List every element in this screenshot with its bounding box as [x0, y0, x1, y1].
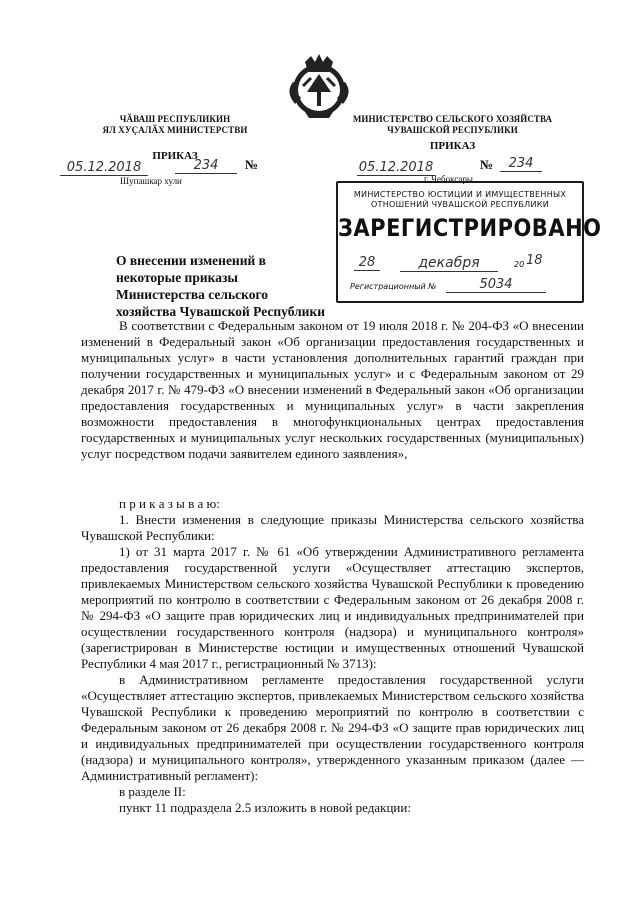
stamp-day: 28: [354, 255, 380, 271]
left-number: 234: [175, 158, 237, 174]
stamp-status: ЗАРЕГИСТРИРОВАНО: [338, 214, 602, 242]
regulation-paragraph: в Административном регламенте предоставления государственной услуги «Осуществляет аттестацию экспертов, привлекаемых Министерством сельского хозяйства Чувашской Республики к проведению мероприятий по контролю в соответствии с Федеральным законом от 26 декабря 2008 г. № 294-ФЗ «О защите прав юридических лиц и индивидуальных предпринимателей при осуществлении государственного контроля (надзора) и муниципального контроля», утвержденного указанным приказом (далее — Административный регламент):: [81, 672, 584, 783]
coat-of-arms-emblem: [275, 52, 363, 122]
left-org-line1: ЧӐВАШ РЕСПУБЛИКИН: [119, 114, 231, 124]
left-prikaz-title: ПРИКАЗ: [152, 150, 198, 162]
item-1-paragraph: 1. Внести изменения в следующие приказы Министерства сельского хозяйства Чувашской Республики:: [81, 512, 584, 543]
right-city: г. Чебоксары: [424, 174, 473, 184]
clause-11-line: пункт 11 подраздела 2.5 изложить в новой редакции:: [119, 800, 411, 815]
left-org-name: [70, 114, 280, 136]
document-title: О внесении изменений в некоторые приказы Министерства сельского хозяйства Чувашской Республики: [116, 253, 326, 319]
left-org-line2: ЯЛ ХУҪАЛӐХ МИНИСТЕРСТВИ: [102, 125, 248, 135]
stamp-org-line2: ОТНОШЕНИЙ ЧУВАШСКОЙ РЕСПУБЛИКИ: [370, 200, 550, 209]
right-org-line2: ЧУВАШСКОЙ РЕСПУБЛИКИ: [387, 125, 518, 135]
preamble-paragraph: В соответствии с Федеральным законом от 19 июля 2018 г. № 204-ФЗ «О внесении изменений в Федеральный закон «Об организации предоставления государственных и муниципальных услуг» в части установления дополнительных гарантий граждан при получении государственных и муниципальных услуг» и с Федеральным законом от 29 декабря 2017 г. № 479-ФЗ «О внесении изменений в Федеральный закон «Об организации предоставления государственных и муниципальных услуг» в части закрепления возможности предоставления в многофункциональных центрах предоставления государственных и муниципальных услуг нескольких государственных (муниципальных) услуг посредством подачи заявителем единого заявления»,: [81, 318, 584, 461]
left-city: Шупашкар хули: [120, 176, 182, 186]
right-org-name: [340, 114, 565, 136]
right-org-line1: МИНИСТЕРСТВО СЕЛЬСКОГО ХОЗЯЙСТВА: [352, 114, 553, 124]
section-ii-line: в разделе II:: [119, 784, 186, 799]
stamp-reg-number: 5034: [446, 277, 546, 293]
right-date: 05.12.2018: [358, 160, 434, 175]
left-number-sign: №: [245, 157, 259, 172]
right-number: 234: [500, 156, 542, 172]
body-section: [81, 496, 584, 816]
registration-stamp: [336, 181, 602, 303]
stamp-year-prefix: 20: [514, 260, 525, 269]
right-number-sign: №: [480, 157, 494, 172]
left-date: 05.12.2018: [60, 160, 148, 176]
stamp-reg-label: Регистрационный №: [350, 282, 437, 291]
stamp-date-row: [348, 255, 576, 273]
right-prikaz-title: ПРИКАЗ: [429, 140, 476, 152]
stamp-year-suffix: 18: [526, 253, 543, 268]
order-word: п р и к а з ы в а ю:: [119, 496, 220, 511]
stamp-month: декабря: [400, 255, 498, 272]
stamp-org-line1: МИНИСТЕРСТВО ЮСТИЦИИ И ИМУЩЕСТВЕННЫХ: [353, 190, 567, 199]
stamp-org-name: [338, 190, 582, 210]
item-1-1-paragraph: 1) от 31 марта 2017 г. № 61 «Об утверждении Административного регламента предоставления государственной услуги «Осуществляет аттестацию экспертов, привлекаемых Министерством сельского хозяйства Чувашской Республики к проведению мероприятий по контролю в соответствии с Федеральным законом от 26 декабря 2008 г. № 294-ФЗ «О защите прав юридических лиц и индивидуальных предпринимателей при осуществлении государственного контроля (надзора) и муниципального контроля» (зарегистрирован в Министерстве юстиции и имущественных отношений Чувашской Республики 4 мая 2017 г., регистрационный № 3713):: [81, 544, 584, 671]
body-paragraph-1: [81, 318, 584, 462]
